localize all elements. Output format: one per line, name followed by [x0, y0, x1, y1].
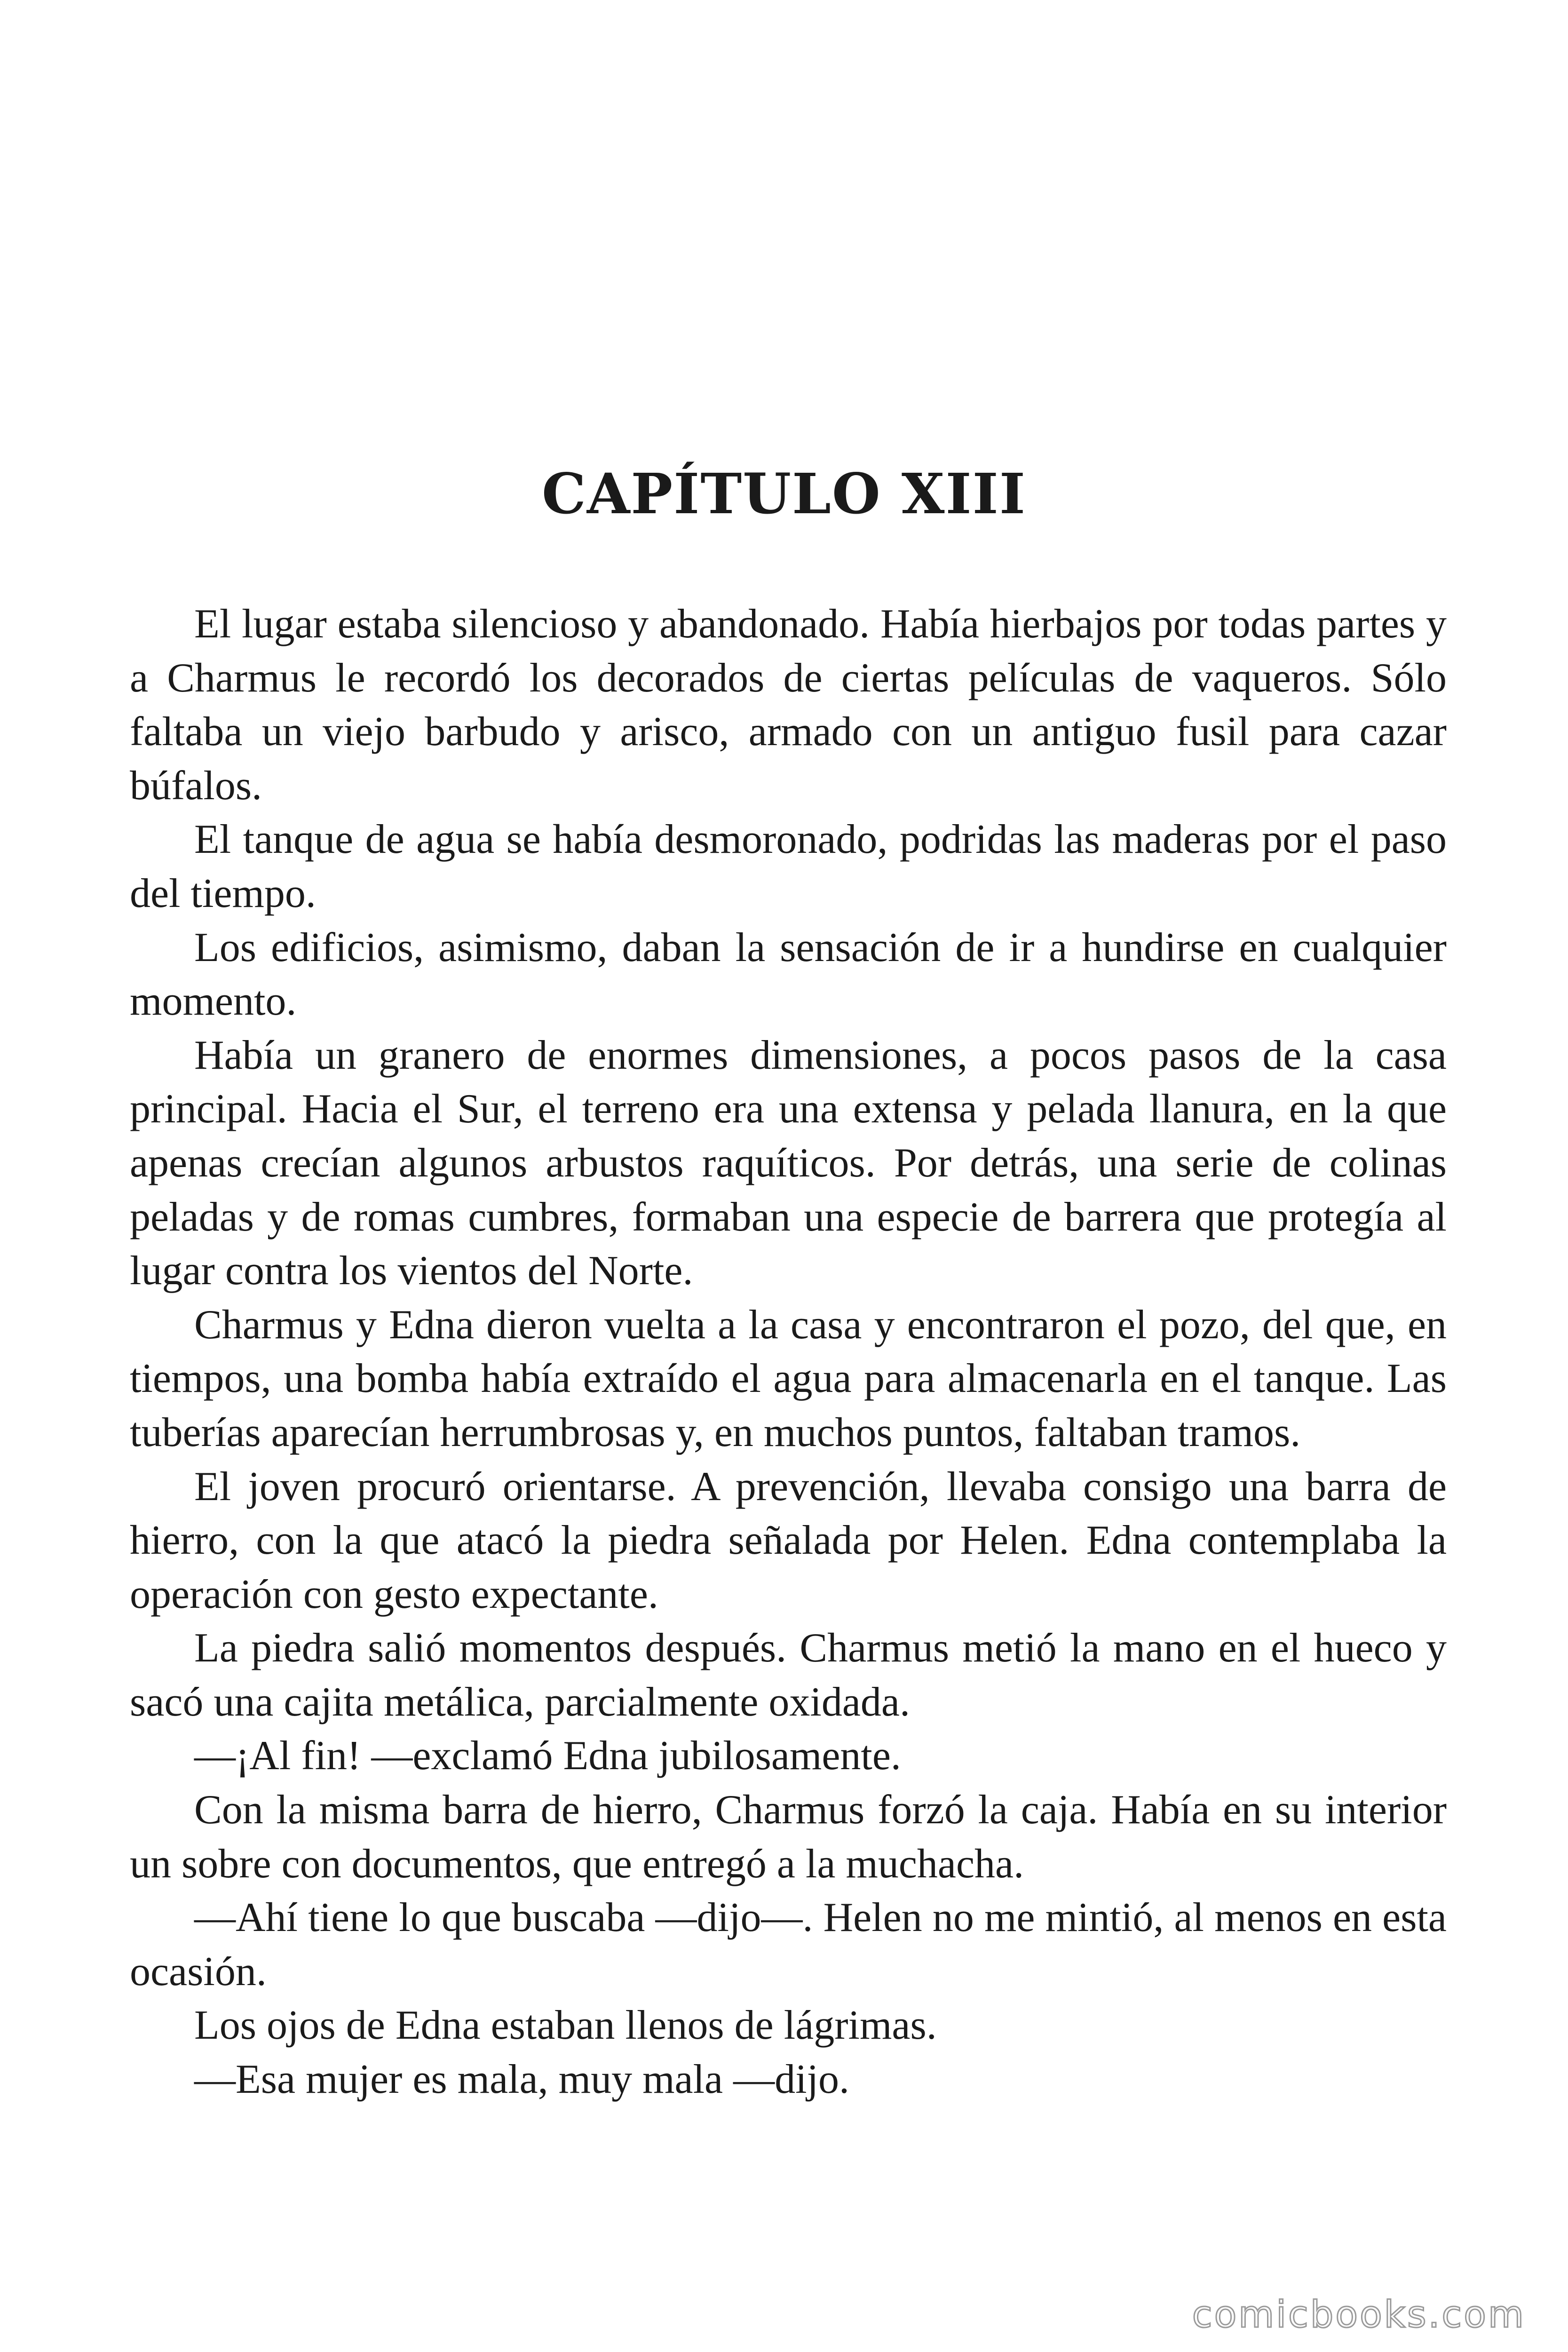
paragraph: —¡Al fin! —exclamó Edna jubilosamente. — [194, 1733, 901, 1779]
watermark: comicbooks.com — [1192, 2294, 1526, 2336]
paragraph: Los ojos de Edna estaban llenos de lágrimas. — [194, 2002, 937, 2049]
paragraph: —Ahí tiene lo que buscaba —dijo—. Helen no me mintió, al menos en esta ocasión. — [130, 1895, 1447, 1994]
paragraph: Charmus y Edna dieron vuelta a la casa y encontraron el pozo, del que, en tiempos, una bomba había extraído el agua para almacenarla en el tanque. Las tuberías aparecían herrumbrosas y, en muchos puntos, faltaban tramos. — [130, 1302, 1447, 1455]
paragraph: El lugar estaba silencioso y abandonado. Había hierbajos por todas partes y a Charmus le recordó los decorados de ciertas películas de vaqueros. Sólo faltaba un viejo barbudo y arisco, armado con un antiguo fusil para cazar búfalos. — [130, 601, 1447, 809]
chapter-body — [130, 597, 1447, 2107]
paragraph: La piedra salió momentos después. Charmus metió la mano en el hueco y sacó una cajita metálica, parcialmente oxidada. — [130, 1625, 1447, 1725]
paragraph: Los edificios, asimismo, daban la sensación de ir a hundirse en cualquier momento. — [130, 924, 1447, 1025]
paragraph: Había un granero de enormes dimensiones, a pocos pasos de la casa principal. Hacia el Sur, el terreno era una extensa y pelada llanura, en la que apenas crecían algunos arbustos raquíticos. Por detrás, una serie de colinas peladas y de romas cumbres, formaban una especie de barrera que protegía al lugar contra los vientos del Norte. — [130, 1032, 1447, 1294]
paragraph: El joven procuró orientarse. A prevención, llevaba consigo una barra de hierro, con la que atacó la piedra señalada por Helen. Edna contemplaba la operación con gesto expectante. — [130, 1463, 1447, 1617]
paragraph: Con la misma barra de hierro, Charmus forzó la caja. Había en su interior un sobre con documentos, que entregó a la muchacha. — [130, 1787, 1447, 1887]
paragraph: El tanque de agua se había desmoronado, podridas las maderas por el paso del tiempo. — [130, 817, 1447, 916]
paragraph: —Esa mujer es mala, muy mala —dijo. — [194, 2057, 850, 2103]
chapter-title: CAPÍTULO XIII — [541, 461, 1027, 526]
